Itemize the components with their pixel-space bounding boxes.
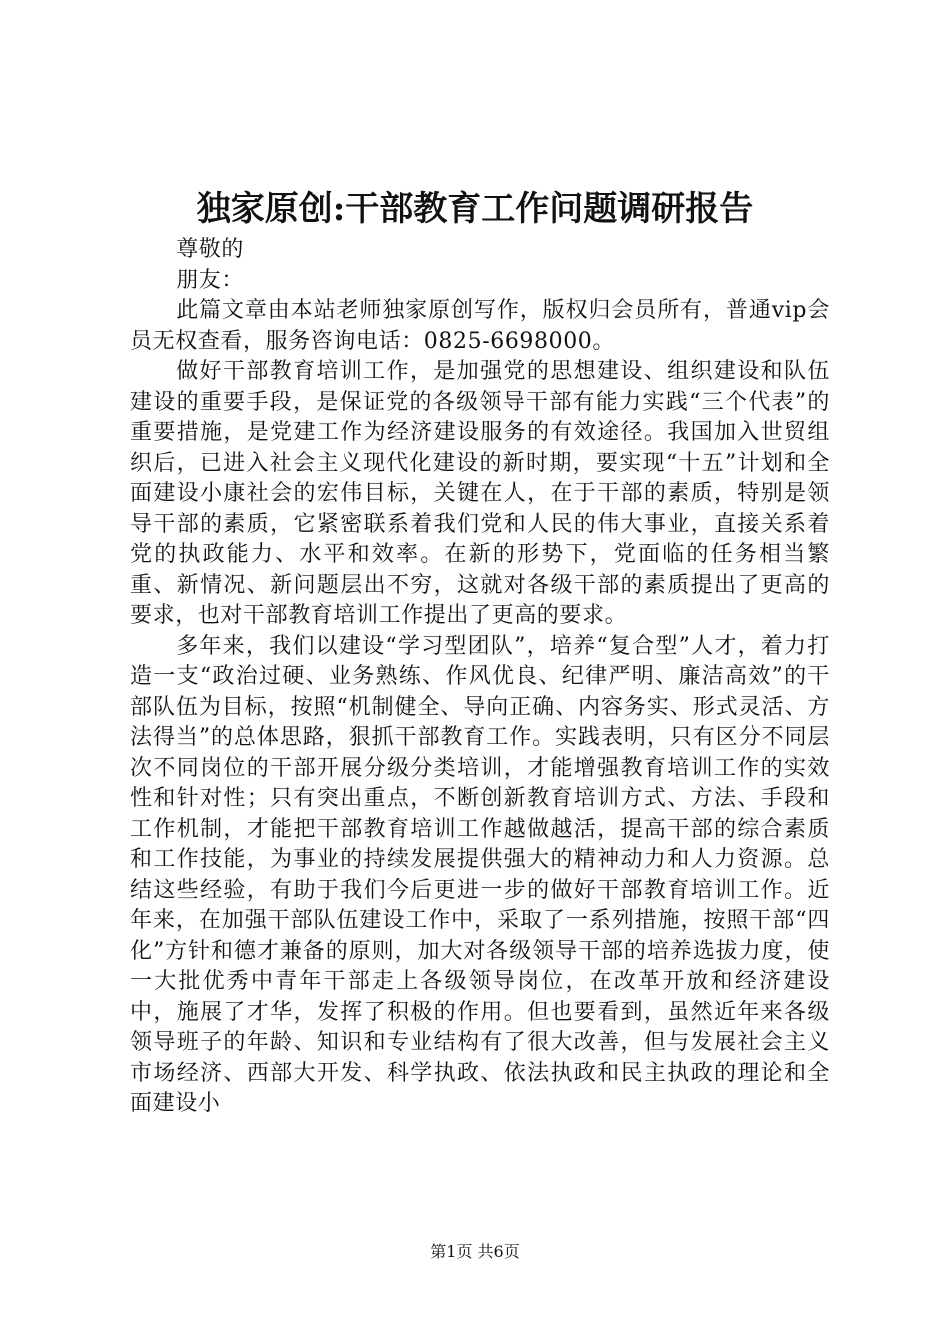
paragraph-copyright-notice: 此篇文章由本站老师独家原创写作，版权归会员所有，普通vip会员无权查看，服务咨询电话：0825-6698000。 — [130, 298, 830, 354]
paragraph-experience: 多年来，我们以建设“学习型团队”，培养“复合型”人才，着力打造一支“政治过硬、业务熟练、作风优良、纪律严明、廉洁高效”的干部队伍为目标，按照“机制健全、导向正确、内容务实、形式灵活、方法得当”的总体思路，狠抓干部教育工作。实践表明，只有区分不同层次不同岗位的干部开展分级分类培训，才能增强教育培训工作的实效性和针对性；只有突出重点，不断创新教育培训方式、方法、手段和工作机制，才能把干部教育培训工作越做越活，提高干部的综合素质和工作技能，为事业的持续发展提供强大的精神动力和人力资源。总结这些经验，有助于我们今后更进一步的做好干部教育培训工作。近年来，在加强干部队伍建设工作中，采取了一系列措施，按照干部“四化”方针和德才兼备的原则，加大对各级领导干部的培养选拔力度，使一大批优秀中青年干部走上各级领导岗位，在改革开放和经济建设中，施展了才华，发挥了积极的作用。但也要看到，虽然近年来各级领导班子的年龄、知识和专业结构有了很大改善，但与发展社会主义市场经济、西部大开发、科学执政、依法执政和民主执政的理论和全面建设小 — [130, 633, 830, 1116]
salutation-line-2: 朋友： — [176, 267, 244, 293]
page-number-footer: 第1页 共6页 — [430, 1242, 520, 1261]
salutation-line-1: 尊敬的 — [176, 237, 244, 262]
document-body — [130, 235, 830, 1120]
paragraph-introduction: 做好干部教育培训工作，是加强党的思想建设、组织建设和队伍建设的重要手段，是保证党的各级领导干部有能力实践“三个代表”的重要措施，是党建工作为经济建设服务的有效途径。我国加入世贸组织后，已进入社会主义现代化建设的新时期，要实现“十五”计划和全面建设小康社会的宏伟目标，关键在人，在于干部的素质，特别是领导干部的素质，它紧密联系着我们党和人民的伟大事业，直接关系着党的执政能力、水平和效率。在新的形势下，党面临的任务相当繁重、新情况、新问题层出不穷，这就对各级干部的素质提出了更高的要求，也对干部教育培训工作提出了更高的要求。 — [130, 359, 830, 628]
document-title: 独家原创:干部教育工作问题调研报告 — [196, 189, 754, 229]
